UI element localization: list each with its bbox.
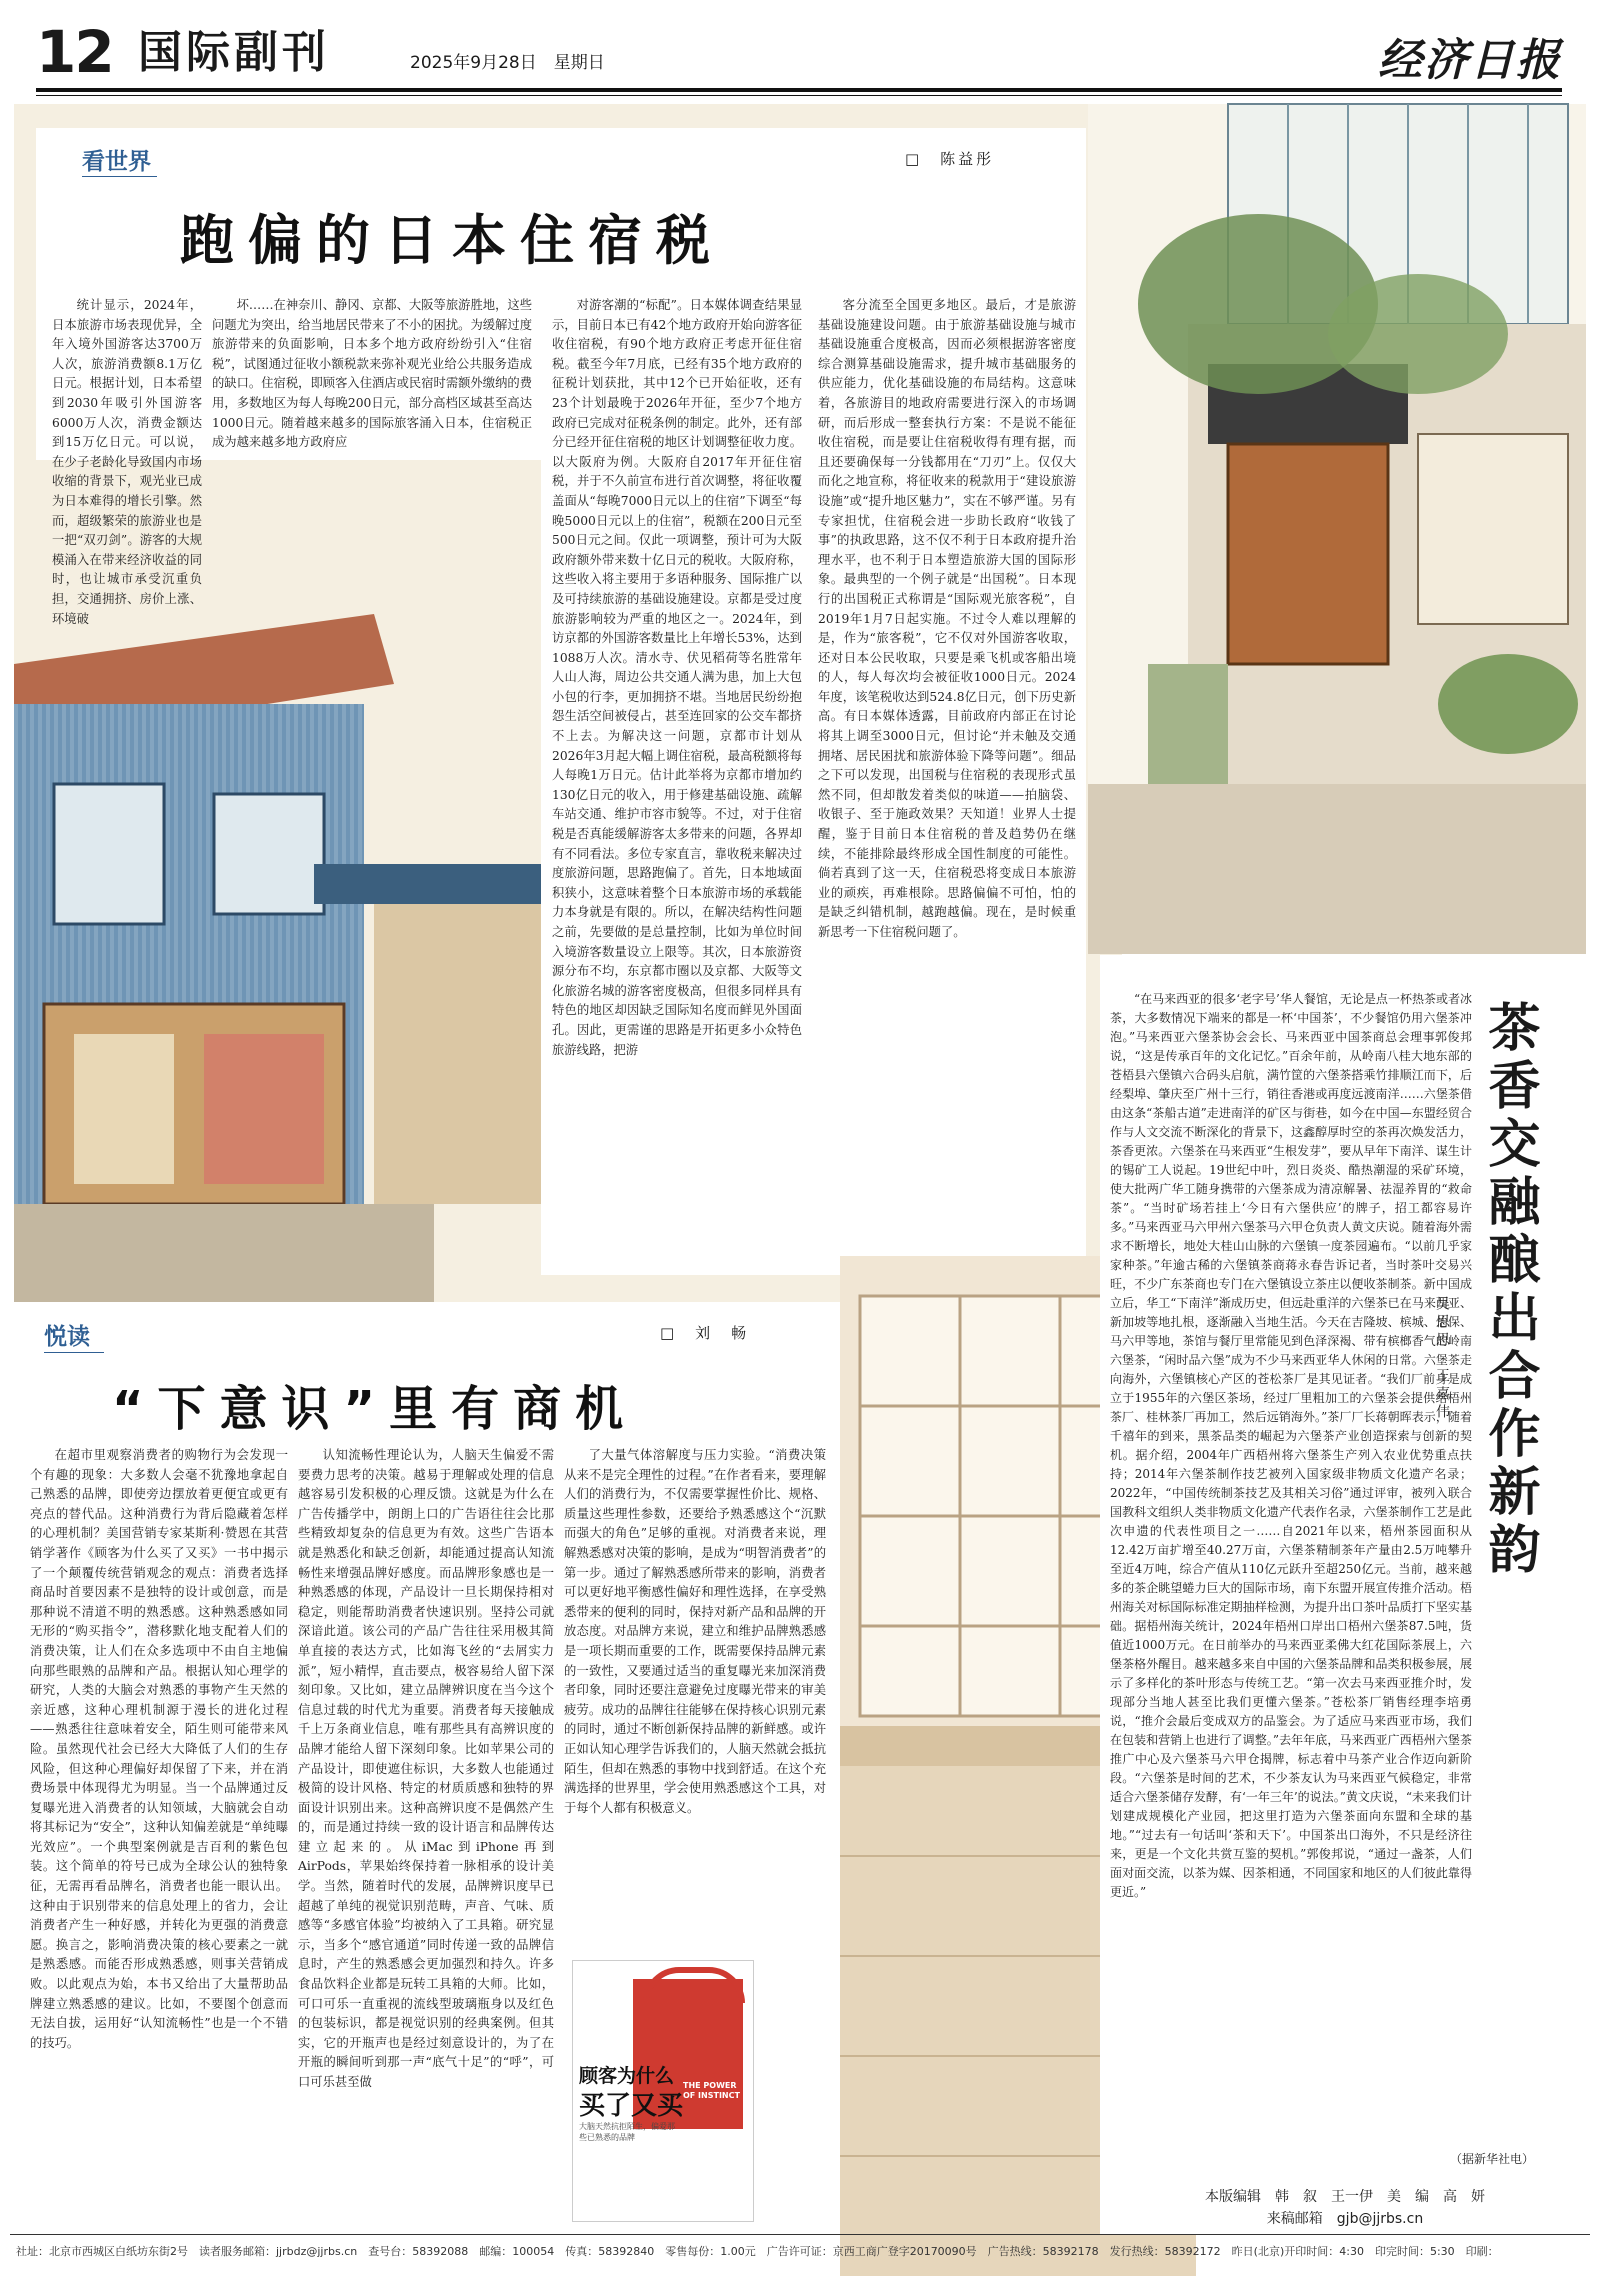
article1-column-2 [212,296,532,456]
article2-kicker: 悦读 [44,1324,90,1350]
article1-col4-text: 客分流至全国更多地区。最后，才是旅游基础设施建设问题。由于旅游基础设施与城市基础设施重合度极高，因而必须根据游客密度综合测算基础设施需求，提升城市基础服务的供应能力，优化基础设施的布局结构。这意味着，各旅游目的地政府需要进行深入的市场调研，而后形成一整套执行方案：不是说不能征收住宿税，而是要让住宿税收得有理有据，而且还要确保每一分钱都用在“刀刃”上。仅仅大而化之地宣称，将征收来的税款用于“建设旅游设施”或“提升地区魅力”，实在不够严谨。另有专家担忧，住宿税会进一步助长政府“收钱了事”的执政思路，这不仅不利于日本政府提升治理水平，也不利于日本塑造旅游大国的国际形象。最典型的一个例子就是“出国税”。日本现行的出国税正式称谓是“国际观光旅客税”，自2019年1月7日起实施。不过令人难以理解的是，作为“旅客税”，它不仅对外国游客收取，还对日本公民收取，只要是乘飞机或客船出境的人，每人每次均会被征收1000日元。2024年度，该笔税收达到524.8亿日元，创下历史新高。有日本媒体透露，目前政府内部正在讨论将其上调至3000日元，但讨论“并未触及交通拥堵、居民困扰和旅游体验下降等问题”。细品之下可以发现，出国税与住宿税的表现形式虽然不同，但却散发着类似的味道——拍脑袋、收银子、至于施政效果？天知道！业界人士提醒，鉴于目前日本住宿税的普及趋势仍在继续，不能排除最终形成全国性制度的可能性。倘若真到了这一天，住宿税恐将变成日本旅游业的顽疾，再难根除。思路偏偏不可怕，怕的是缺乏纠错机制，越跑越偏。现在，是时候重新思考一下住宿税问题了。 [818,298,1076,939]
article2-col1-text: 在超市里观察消费者的购物行为会发现一个有趣的现象：大多数人会毫不犹豫地拿起自己熟悉的品牌，即使旁边摆放着更便宜或更有亮点的替代品。这种消费行为背后隐藏着怎样的心理机制？美国营销专家某斯利·赞恩在其营销学著作《顾客为什么买了又买》一书中揭示了一个颠覆传统营销观念的观点：消费者选择商品时首要因素不是独特的设计或创意，而是那种说不清道不明的熟悉感。这种熟悉感如同无形的“购买指令”，潜移默化地支配着人们的消费决策，让人们在众多选项中不由自主地偏向那些眼熟的品牌和产品。根据认知心理学的研究，人类的大脑会对熟悉的事物产生天然的亲近感，这种心理机制源于漫长的进化过程——熟悉往往意味着安全，陌生则可能带来风险。虽然现代社会已经大大降低了人们的生存风险，但这种心理偏好却保留了下来，并在消费场景中体现得尤为明显。当一个品牌通过反复曝光进入消费者的认知领域，大脑就会自动将其标记为“安全”，这种认知偏差就是“单纯曝光效应”。一个典型案例就是吉百利的紫色包装。这个简单的符号已成为全球公认的独特象征，无需再看品牌名，消费者也能一眼认出。这种由于识别带来的信息处理上的省力，会让消费者产生一种好感，并转化为更强的消费意愿。换言之，影响消费决策的核心要素之一就是熟悉感。而能否形成熟悉感，则事关营销成败。以此观点为始，本书又给出了大量帮助品牌建立熟悉感的建议。比如，不要图个创意而无法自拔，运用好“认知流畅性”也是一个不错的技巧。 [30,1448,288,2050]
article2-byline: □ 刘 畅 [660,1324,750,1342]
article2-kicker-rule [44,1352,104,1353]
illustration-corner-shop [1088,104,1586,954]
book-title-line2: 买了又买 [579,2091,684,2121]
article1-kicker: 看世界 [82,149,151,175]
article1-column-1 [52,296,202,626]
header-rule-thin [36,95,1562,96]
article3-byline: 吴思思 王嘉伟 [1434,1296,1450,1422]
book-title-line1: 顾客为什么 [579,2065,675,2087]
book-subtitle: 大脑天然抗拒陌生，偏爱那些已熟悉的品牌 [579,2122,675,2142]
book-english-title: THE POWER OF INSTINCT [683,2081,740,2100]
article1-byline: □ 陈益彤 [905,150,995,168]
article1-column-3 [552,296,802,1266]
editor-names: 本版编辑 韩 叙 王一伊 美 编 高 妍 [1205,2189,1485,2205]
article3-source: （据新华社电） [1450,2152,1535,2166]
article3-column [1110,990,1472,2140]
article2-headline: “下意识”里有商机 [112,1381,638,1437]
article2-col2-text: 认知流畅性理论认为，人脑天生偏爱不需要费力思考的决策。越易于理解或处理的信息越容易引发积极的心理反馈。这就是为什么在广告传播学中，朗朗上口的广告语往往会比那些精致却复杂的信息更为有效。这些广告语本就是熟悉化和缺乏创新，却能通过提高认知流畅性来增强品牌好感度。而品牌形象感也是一种熟悉感的体现，产品设计一旦长期保持相对稳定，则能帮助消费者快速识别。坚持公司就深谙此道。该公司的产品广告往往采用极其简单直接的表达方式，比如海飞丝的“去屑实力派”，短小精悍，直击要点，极容易给人留下深刻印象。又比如，建立品牌辨识度在当今这个信息过载的时代尤为重要。消费者每天接触成千上万条商业信息，唯有那些具有高辨识度的品牌才能给人留下深刻印象。比如苹果公司的产品设计，即使遮住标识，大多数人也能通过极简的设计风格、特定的材质质感和独特的界面设计识别出来。这种高辨识度不是偶然产生的，而是通过持续一致的设计语言和品牌传达建立起来的。从iMac到iPhone再到AirPods，苹果始终保持着一脉相承的设计美学。当然，随着时代的发展，品牌辨识度早已超越了单纯的视觉识别范畴，声音、气味、质感等“多感官体验”均被纳入了工具箱。研究显示，当多个“感官通道”同时传递一致的品牌信息时，产生的熟悉感会更加强烈和持久。许多食品饮料企业都是玩转工具箱的大师。比如，可口可乐一直重视的流线型玻璃瓶身以及红色的包装标识，都是视觉识别的经典案例。但其实，它的开瓶声也是经过刻意设计的，为了在开瓶的瞬间听到那一声“底气十足”的“呼”，可口可乐甚至做 [298,1448,554,2089]
footer-info: 社址：北京市西城区白纸坊东街2号 读者服务邮箱：jjrbdz@jjrbs.cn 查号台：58392088 邮编：100054 传真：58392840 零售每份：1.00元 广告许可证：京西工商广登字20170090号 广告热线：58392178 发行热线：58392172 昨日(北京)开印时间：4:30 印完时间：5:30 印刷： [16,2245,1499,2258]
article1-col3-text: 对游客潮的“标配”。日本媒体调查结果显示，目前日本已有42个地方政府开始向游客征收住宿税，有90个地方政府正考虑开征住宿税。截至今年7月底，已经有35个地方政府的征税计划获批，其中12个已开始征收，还有23个计划最晚于2026年开征，至少7个地方政府已完成对征税条例的制定。此外，还有部分已经开征住宿税的地区计划调整征收力度。以大阪府为例。大阪府自2017年开征住宿税，并于不久前宣布进行首次调整，将征收覆盖面从“每晚7000日元以上的住宿”下调至“每晚5000日元以上的住宿”，税额在200日元至500日元之间。仅此一项调整，预计可为大阪政府额外带来数十亿日元的税收。大阪府称，这些收入将主要用于多语种服务、国际推广以及可持续旅游的基础设施建设。京都是受过度旅游影响较为严重的地区之一。2024年，到访京都的外国游客数量比上年增长53%，达到1088万人次。清水寺、伏见稻荷等名胜常年人山人海，周边公共交通人满为患，加上大包小包的行李，更加拥挤不堪。当地居民纷纷抱怨生活空间被侵占，甚至连回家的公交车都挤不上去。为解决这一问题，京都市计划从2026年3月起大幅上调住宿税，最高税额将每人每晚1万日元。估计此举将为京都市增加约130亿日元的收入，用于修建基础设施、疏解车站交通、维护市容市貌等。不过，对于住宿税是否真能缓解游客太多带来的问题，各界却有不同看法。多位专家直言，靠收税来解决过度旅游问题，思路跑偏了。首先，日本地域面积狭小，这意味着整个日本旅游市场的承载能力本身就是有限的。所以，在解决结构性问题之前，先要做的是总量控制，比如为单位时间入境游客数量设立上限等。其次，日本旅游资源分布不均，东京都市圈以及京都、大阪等文化旅游名城的游客密度极高，但很多同样具有特色的地区却因缺乏国际知名度而鲜见外国面孔。因此，更需谨的思路是开拓更多小众特色旅游线路，把游 [552,298,802,1057]
article2-col3-text: 了大量气体溶解度与压力实验。“消费决策从来不是完全理性的过程。”在作者看来，要理解人们的消费行为，不仅需要掌握性价比、规格、质量这些理性参数，还要给予熟悉感这个“沉默而强大的角色”足够的重视。对消费者来说，理解熟悉感对决策的影响，是成为“明智消费者”的第一步。通过了解熟悉感所带来的影响，消费者可以更好地平衡感性偏好和理性选择，在享受熟悉带来的便利的同时，保持对新产品和品牌的开放态度。对品牌方来说，建立和维护品牌熟悉感是一项长期而重要的工作，既需要保持品牌元素的一致性，又要通过适当的重复曝光来加深消费者印象，同时还要注意避免过度曝光带来的审美疲劳。成功的品牌往往能够在保持核心识别元素的同时，通过不断创新保持品牌的新鲜感。或许正如认知心理学告诉我们的，人脑天然就会抵抗陌生，但却在熟悉的事物中找到舒适。在这个充满选择的世界里，学会使用熟悉感这个工具，对于每个人都有积极意义。 [564,1448,826,1815]
book-cover-bag-icon [643,1967,745,2003]
article1-kicker-rule [82,176,157,177]
book-cover-image [572,1960,754,2222]
editor-email: 来稿邮箱 gjb@jjrbs.cn [1266,2211,1424,2227]
article1-column-4 [818,296,1076,1266]
article3-headline: 茶香交融酿出合作新韵 [1479,1000,1539,1580]
issue-date: 2025年9月28日 星期日 [410,53,605,73]
section-title: 国际副刊 [138,27,330,78]
header-rule [36,88,1562,92]
article2-column-3 [564,1446,826,1954]
newspaper-logo: 经济日报 [1378,35,1562,86]
footer-rule [10,2234,1590,2235]
watercolor-shop-drawing [1088,104,1586,954]
article2-column-1 [30,1446,288,2228]
article1-headline: 跑偏的日本住宿税 [180,209,724,272]
article3-body: “在马来西亚的很多‘老字号’华人餐馆，无论是点一杯热茶或者冰茶，大多数情况下端来的都是一杯‘中国茶’，不少餐馆仍用六堡茶冲泡。”马来西亚六堡茶协会会长、马来西亚中国茶商总会理事郭俊邦说，“这是传承百年的文化记忆。”百余年前，从岭南八桂大地东部的苍梧县六堡镇六合码头启航，满竹筐的六堡茶搭乘竹排顺江而下，后经梨埠、肇庆至广州十三行，销往香港或再度远渡南洋……六堡茶借由这条“茶船古道”走进南洋的矿区与街巷，如今在中国—东盟经贸合作与人文交流不断深化的背景下，这鑫醇厚时空的茶再次焕发活力，茶香更浓。六堡茶在马来西亚“生根发芽”，要从早年下南洋、谋生计的锡矿工人说起。19世纪中叶，烈日炎炎、酷热潮湿的采矿环境，使大批两广华工随身携带的六堡茶成为清凉解暑、祛湿养胃的“救命茶”。“当时矿场若挂上‘今日有六堡供应’的牌子，招工都容易许多。”马来西亚马六甲州六堡茶马六甲仓负责人黄文庆说。随着海外需求不断增长，地处大桂山山脉的六堡镇一度茶园遍布。“以前几乎家家种茶。”年逾古稀的六堡镇茶商蒋永春告诉记者，当时茶叶交易兴旺，不少广东茶商也专门在六堡镇设立茶庄以便收茶制茶。新中国成立后，华工“下南洋”渐成历史，但远赴重洋的六堡茶已在马来西亚、新加坡等地扎根，逐渐融入当地生活。今天在吉隆坡、槟城、怡保、马六甲等地，茶馆与餐厅里常能见到色泽深褐、带有槟榔香气的岭南六堡茶，“闲时品六堡”成为不少马来西亚华人休闲的日常。六堡茶走向海外，六堡镇核心产区的苍松茶厂是其见证者。“我们厂前身是成立于1955年的六堡区茶场，经过厂里粗加工的六堡茶会提供给梧州茶厂、桂林茶厂再加工，然后远销海外。”茶厂厂长蒋朝晖表示，随着千禧年的到来，黑茶品类的崛起为六堡茶产业创造探索与创新的契机。据介绍，2004年广西梧州将六堡茶生产列入农业优势重点扶持；2014年六堡茶制作技艺被列入国家级非物质文化遗产名录；2022年，“中国传统制茶技艺及其相关习俗”通过评审，被列入联合国教科文组织人类非物质文化遗产代表作名录，六堡茶制作工艺是此次申遗的代表性项目之一……自2021年以来，梧州茶园面积从12.42万亩扩增至40.27万亩，六堡茶精制茶年产量由2.5万吨攀升至近4万吨，综合产值从110亿元跃升至超250亿元。当前，越来越多的茶企眺望蜷力巨大的国际市场，南下东盟开展宣传推介活动。梧州海关对标国际标准定期抽样检测，为提升出口茶叶品质打下坚实基础。据梧州海关统计，2024年梧州口岸出口梧州六堡茶87.5吨，货值近1000万元。在日前举办的马来西亚柔佛大红花国际茶展上，六堡茶格外醒目。越来越多来自中国的六堡茶品牌和品类积极参展，展示了多样化的茶叶形态与传统工艺。“第一次去马来西亚推介时，发现部分当地人甚至比我们更懂六堡茶。”苍松茶厂销售经理李培勇说，“推介会最后变成双方的品鉴会。为了适应马来西亚市场，我们在包装和营销上也进行了调整。”去年年底，马来西亚广西梧州六堡茶推广中心及六堡茶马六甲仓揭牌，标志着中马茶产业合作迈向新阶段。“六堡茶是时间的艺术，不少茶友认为马来西亚气候稳定，非常适合六堡茶储存发酵，有‘一年三年’的说法。”黄文庆说，“未来我们计划建成规模化产业园，把这里打造为六堡茶面向东盟和全球的基地。”“过去有一句话叫‘茶和天下’。中国茶出口海外，不只是经济往来，更是一个文化共赏互鉴的契机。”郭俊邦说，“通过一盏茶，人们面对面交流，以茶为媒、因茶相通，不同国家和地区的人们彼此靠得更近。” [1110,992,1472,1899]
editor-credits [1110,2186,1580,2230]
article1-col1-text: 统计显示，2024年，日本旅游市场表现优异，全年入境外国游客达3700万人次，旅游消费额8.1万亿日元。根据计划，日本希望到2030年吸引外国游客6000万人次，消费金额达到15万亿日元。可以说，在少子老龄化导致国内市场收缩的背景下，观光业已成为日本难得的增长引擎。然而，超级繁荣的旅游业也是一把“双刃剑”。游客的大规模涌入在带来经济收益的同时，也让城市承受沉重负担，交通拥挤、房价上涨、环境破 [52,298,202,626]
page-number: 12 [36,18,113,86]
article2-column-2 [298,1446,554,2228]
article1-col2-text: 坏……在神奈川、静冈、京都、大阪等旅游胜地，这些问题尤为突出，给当地居民带来了不小的困扰。为缓解过度旅游带来的负面影响，日本多个地方政府纷纷引入“住宿税”，试图通过征收小额税款来弥补观光业给公共服务造成的缺口。住宿税，即顾客入住酒店或民宿时需额外缴纳的费用，多数地区为每人每晚200日元，部分高档区域甚至高达1000日元。随着越来越多的国际旅客涌入日本，住宿税正成为越来越多地方政府应 [212,298,532,450]
